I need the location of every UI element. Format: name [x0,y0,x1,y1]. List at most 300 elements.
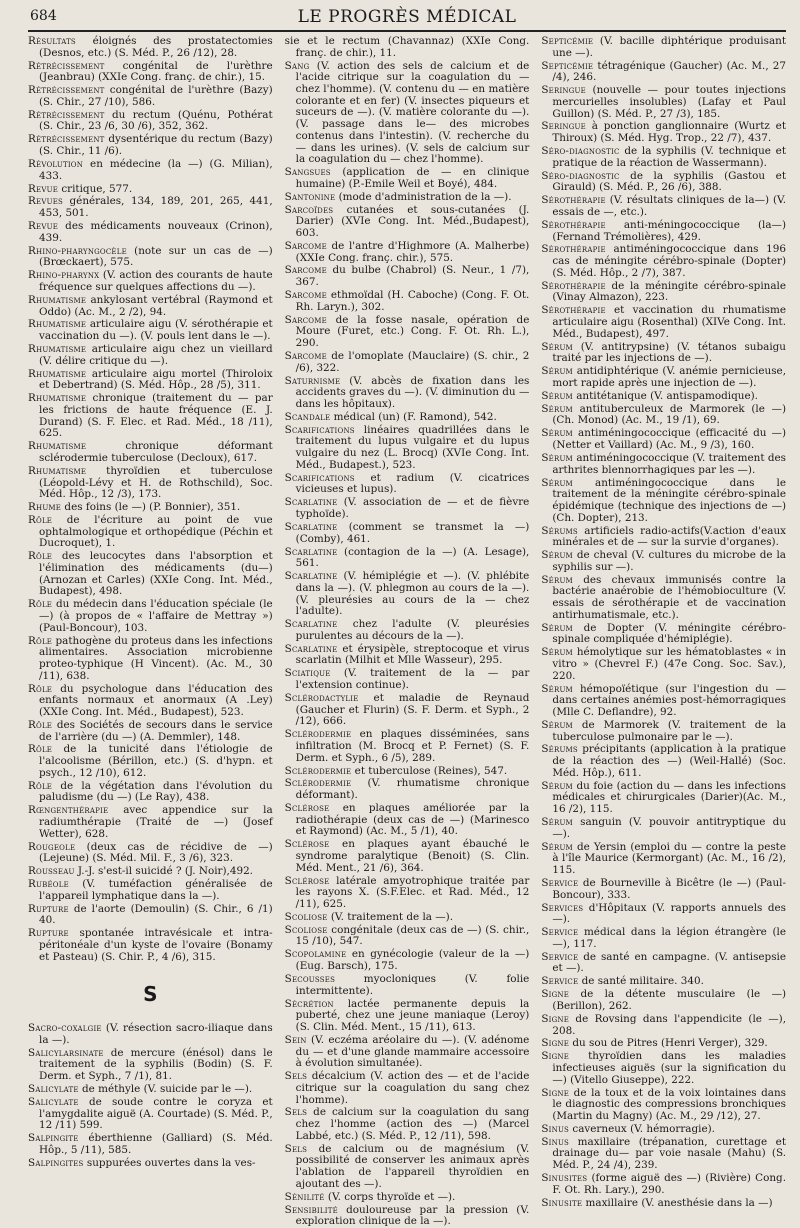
entry-text: sie et le rectum (Chavannaz) (XXIe Cong. franç. de chir.), 11. [284,35,530,59]
entry-heading: Scoliose [284,923,328,936]
entry-text: de méthyle (V. suicide par le —). [81,1083,253,1096]
section-letter: S [143,982,158,1007]
index-entry [285,315,530,350]
entry-text: douloureuse par la pression (V. exploration clinique de la —). [295,1203,530,1228]
entry-text: articulaire aigu mortel (Thiroloix et Debertrand) (S. Méd. Hôp., 28 /5), 311. [39,367,273,392]
index-entry [285,693,530,728]
entry-heading: Septicémie [541,59,594,72]
entry-text: (forme aiguë des —) (Rivière) Cong. F. Ot. Rh. Lary.), 290. [552,1172,787,1196]
entry-heading: Sérum [541,389,573,402]
entry-heading: Signe [541,988,570,1001]
entry-heading: Rœngenthérapie [28,804,109,817]
entry-text: de Rovsing dans l'appendicite (le —), 208. [552,1012,787,1037]
index-entry [28,184,273,196]
entry-text: de la tunicité dans l'étiologie de l'alcoolisme (Bérillon, etc.) (S. d'hypn. et psych., 12 /10), 612. [39,743,273,779]
entry-heading: Secousses [284,972,336,985]
entry-text: de Yersin (emploi du — contre la peste à l'île Maurice (Kermorgant) (Ac. M., 16 /2), 115. [552,840,787,877]
index-entry [28,393,273,440]
entry-heading: Rôle [28,682,53,695]
entry-text: du psychologue dans l'éducation des enfants normaux et anormaux (A .Ley) (XXIe Cong. Int. Méd., Budapest), 523. [39,682,273,718]
entry-heading: Revues [28,195,63,208]
entry-text: chez l'adulte (V. pleurésies purulentes au décours de la —). [295,618,530,642]
index-entry [541,305,786,340]
entry-heading: Sérothérapie [541,218,606,231]
entry-text: d'Hôpitaux (V. rapports annuels des —). [552,901,787,926]
entry-heading: Sérum [541,779,573,792]
entry-text: cutanées et sous-cutanées (J. Darier) (XVIe Cong. Int. Méd.,Budapest), 603. [295,203,530,239]
entry-text: du bulbe (Chabrol) (S. Neur., 1 /7), 367. [295,264,530,289]
index-entry [541,1051,786,1086]
entry-text: des foins (le —) (P. Bonnier), 351. [64,501,241,514]
index-entry [285,241,530,264]
entry-text: spontanée intravésicale et intra-péritonéale d'un kyste de l'ovaire (Bonamy et Pasteau) (S. Chir. P., 4 /6), 315. [39,927,273,963]
index-entry [28,196,273,219]
index-entry [285,522,530,545]
index-entry [28,636,273,683]
index-entry [541,366,786,389]
entry-text: de Marmorek (V. traitement de la tuberculose pulmonaire par le —). [552,718,787,743]
index-entry [285,192,530,204]
index-entry [285,1205,530,1228]
entry-heading: Scarlatine [284,496,338,509]
index-entry [28,551,273,598]
page-header [28,0,786,30]
entry-heading: Rhumatisme [28,318,87,331]
entry-text: antiméningococcique (V. traitement des arthrites blennorrhagiques par les —). [552,451,787,476]
index-entry [541,1088,786,1123]
entry-text: latérale amyotrophique traitée par les rayons X. (S.F.Elec. et Rad. Méd., 12 /11), 625. [295,874,530,910]
entry-heading: Rhino-pharynx [28,269,100,282]
index-entry [285,376,530,411]
entry-heading: Sérums [541,524,578,537]
entry-heading: Scoliose [284,910,328,923]
index-entry [541,121,786,144]
entry-heading: Séro-diagnostic [541,169,620,182]
entry-text: de la toux et de la voix lointaines dans le diagnostic des compressions bronchiques (Martin du Magny) (Ac. M., 29 /12), 27. [552,1086,787,1122]
index-entry [285,974,530,997]
entry-heading: Sclérose [284,838,330,851]
index-entry [285,412,530,424]
entry-heading: Sénilité [284,1190,325,1203]
index-entry [541,744,786,779]
index-entry [28,720,273,743]
entry-heading: Rupture [28,927,69,940]
entry-text: (note sur un cas de —) (Brœckaert), 575. [39,244,273,269]
index-entry [285,205,530,240]
entry-text: et érysipèle, streptocoque et virus scarlatin (Milhit et Mlle Wasseur), 295. [295,642,530,667]
entry-text: (V. tuméfaction généralisée de l'appareil lymphatique dans la —). [39,878,273,902]
entry-heading: Sarcome [284,239,327,252]
index-column-2 [284,35,530,1228]
entry-heading: Rhumatisme [28,343,87,356]
entry-heading: Sérum [541,402,573,415]
entry-text: (V. hémiplégie et —). (V. phlébite dans la —). (V. phlegmon au cours de la —). (V. pleurésies au cours de la — chez l'adulte). [295,570,530,618]
entry-heading: Signe [541,1037,570,1050]
index-entry [541,647,786,682]
entry-heading: Service [541,876,579,889]
entry-heading: Sangsues [284,166,331,179]
entry-heading: Scarlatine [284,618,338,631]
entry-heading: Rhumatisme [28,367,87,380]
index-entry [541,1124,786,1136]
entry-text: antiméningococcique dans 196 cas de méningite cérébro-spinale (Dopter) (S. Méd. Hôp., 2 /7), 387. [552,243,787,279]
entry-heading: Rôle [28,743,53,756]
index-entry [285,949,530,972]
entry-text: thyroïdien et tuberculose (Léopold-Lévy et H. de Rothschild), Soc. Méd. Hôp., 12 /3), 173. [39,464,273,501]
entry-text: de l'écriture au point de vue ophtalmologique et orthopédique (Péchin et Ducroquet), 1. [39,513,273,550]
entry-heading: Sarcoïdes [284,203,334,216]
entry-text: de mercure (énésol) dans le traitement de la syphilis (Bodin) (S. F. Derm. et Syph., 7 /1), 81. [39,1046,273,1083]
index-entry [541,146,786,169]
entry-text: (V. abcès de fixation dans les accidents graves du —). (V. diminution du — dans les hôpitaux). [295,374,530,410]
entry-text: articulaire aigu (V. sérothérapie et vaccination du —). (V. pouls lent dans le —). [39,318,273,343]
index-entry [28,159,273,182]
entry-heading: Signe [541,1086,570,1099]
entry-text: (V. rhumatisme chronique déformant). [295,777,530,802]
entry-heading: Rôle [28,598,53,611]
index-entry [285,571,530,618]
entry-text: précipitants (application à la pratique de la réaction des —) (Weil-Hallé) (Soc. Méd. Hôp.), 611. [552,743,787,779]
index-entry [28,1158,273,1170]
entry-text: caverneux (V. hémorragie). [572,1122,715,1135]
entry-heading: Rhumatisme [28,464,87,477]
entry-heading: Sclérose [284,874,330,887]
entry-text: de calcium ou de magnésium (V. possibilité de conserver les animaux après l'ablation de l'appareil thyroïdien en ajoutant des —). [295,1142,530,1190]
entry-text: (V. eczéma aréolaire du —). (V. adénome du — et d'une glande mammaire accessoire à évolution simultanée). [295,1033,530,1070]
entry-text: congénital de l'urèthre (Jeanbrau) (XXIe Cong. franç. de chir.), 15. [39,59,273,84]
index-entry [28,781,273,804]
entry-text: myocloniques (V. folie intermittente). [295,972,530,997]
index-entry [285,803,530,838]
entry-heading: Sclérodactylie [284,691,359,704]
entry-heading: Scarlatine [284,545,338,558]
entry-text: chronique (traitement du — par les frictions de haute fréquence (E. J. Durand) (S. F. Elec. et Rad. Méd., 18 /11), 625. [39,392,273,440]
entry-text: médical (un) (F. Ramond), 542. [333,410,497,423]
entry-heading: Service [541,950,579,963]
index-entry [28,295,273,318]
index-entry [541,36,786,59]
index-entry [28,85,273,108]
index-entry [541,342,786,365]
index-entry [285,1192,530,1204]
entry-heading: Rôle [28,513,53,526]
entry-text: et vaccination du rhumatisme articulaire aigu (Rosenthal) (XIVe Cong. Int. Méd., Budapest), 497. [552,304,787,340]
index-entry [541,404,786,427]
entry-heading: Révolution [28,157,84,170]
index-entry [541,1198,786,1210]
index-entry [541,85,786,120]
entry-heading: Scarlatine [284,570,338,583]
index-entry [541,391,786,403]
index-entry [541,817,786,840]
entry-text: de l'aorte (Demoulin) (S. Chir., 6 /1) 40. [39,902,273,927]
entry-text: des chevaux immunisés contre la bactérie anaérobie de l'hémobioculture (V. essais de sérothérapie et de vaccination antirhumatismale, etc.). [552,573,787,621]
index-entry [285,1071,530,1106]
entry-heading: Services [541,901,584,914]
entry-text: de soude contre le coryza et l'amygdalite aiguë (A. Courtade) (S. Méd. P., 12 /11) 599. [39,1095,273,1132]
entry-text: de la fosse nasale, opération de Moure (Furet, etc.) Cong. F. Ot. Rh. L.), 290. [295,313,530,350]
index-entry [541,976,786,988]
entry-text: des Sociétés de secours dans le service de l'arrière (du —) (A. Demmler), 148. [39,718,273,743]
entry-heading: Sécrétion [284,997,334,1010]
entry-heading: Signe [541,1012,570,1025]
index-entry [28,842,273,865]
entry-heading: Seringue [541,84,586,97]
index-entry [28,928,273,963]
index-entry [541,1173,786,1196]
entry-text: ethmoïdal (H. Caboche) (Cong. F. Ot. Rh. Laryn.), 302. [295,289,530,313]
entry-heading: Rhumatisme [28,440,87,453]
entry-text: de calcium sur la coagulation du sang chez l'homme (action des —) (Marcel Labbé, etc.) (S. Méd. P., 12 /11), 598. [295,1106,530,1142]
index-entry [541,550,786,573]
index-entry [541,623,786,646]
entry-text: (V. antitrypsine) (V. tétanos subaigu traité par les injections de —). [552,340,786,365]
entry-heading: Sels [284,1070,308,1083]
entry-heading: Sarcome [284,289,327,302]
entry-text: linéaires quadrillées dans le traitement du lupus vulgaire et du lupus vulgaire du nez (L. Brocq) (XVIe Cong. Int. Méd., Budapest.), 523. [295,423,530,471]
index-entry [285,778,530,801]
entry-text: suppurées ouvertes dans la ves- [86,1156,256,1169]
entry-text: (V. résection sacro-iliaque dans la —). [39,1022,273,1046]
entry-heading: Saturnisme [284,374,341,387]
entry-text: de l'omoplate (Mauclaire) (S. chir., 2 /6), 322. [295,349,530,374]
entry-heading: Sérum [541,816,573,829]
entry-heading: Sels [284,1106,308,1119]
index-entry [285,497,530,520]
index-entry [28,879,273,902]
index-entry [28,466,273,501]
index-entry [28,515,273,550]
entry-text: à ponction ganglionnaire (Wurtz et Thiroux) (S. Méd. Hyg. Trop., 22 /7), 437. [552,120,787,145]
entry-text: du sou de Pitres (Henri Verger), 329. [572,1037,768,1050]
index-entry [541,478,786,525]
entry-heading: Sclérose [284,801,330,814]
entry-text: du médecin dans l'éducation spéciale (le —) (à propos de « l'affaire de Mettray ») (Paul-Boncour), 103. [39,598,273,634]
entry-heading: Sinus [541,1135,570,1148]
index-entry [285,876,530,911]
index-entry [541,989,786,1012]
entry-text: (application de — en clinique humaine) (P.-Emile Weil et Boyé), 484. [295,166,530,190]
entry-text: médical dans la légion étrangère (le—), 117. [552,926,787,950]
entry-text: du foie (action du — dans les infections médicales et chirurgicales (Darier)(Ac. M., 16 /2), 115. [552,779,787,816]
entry-text: en plaques ayant ébauché le syndrome paralytique (Benoit) (S. Clin. Méd. Ment., 21 /6), 364. [295,838,530,874]
entry-heading: Rétrécissement [28,133,105,146]
index-entry [285,167,530,190]
index-entry [541,1137,786,1172]
entry-text: maxillaire (trépanation, curettage et drainage du— par voie nasale (Mahu) (S. Méd. P., 24 /4), 239. [552,1135,787,1172]
entry-text: critique, 577. [61,182,133,195]
entry-heading: Salpingite [28,1132,79,1145]
entry-heading: Service [541,975,579,988]
index-entry [285,265,530,288]
index-entry [285,925,530,948]
entry-text: pathogène du proteus dans les infections alimentaires. Association microbienne proteo-typhique (H Vincent). (Ac. M., 30 /11), 638. [39,634,273,682]
index-entry [28,1084,273,1096]
index-entry [285,912,530,924]
index-column-1 [28,35,273,1169]
entry-heading: Sérums [541,743,578,756]
index-entry [285,999,530,1034]
index-entry [285,619,530,642]
index-entry [28,1097,273,1132]
entry-heading: Sinusites [541,1172,588,1185]
entry-heading: Résultats [28,35,76,47]
entry-text: antiméningococcique (efficacité du —) (Netter et Vaillard) (Ac. M., 9 /3), 160. [552,427,787,452]
entry-text: et radium (V. cicatrices vicieuses et lupus). [295,471,530,496]
entry-text: J.-J. s'est-il suicidé ? (J. Noir),492. [77,865,253,878]
entry-text: antituberculeux de Marmorek (le —) (Ch. Monod) (Ac. M., 19 /1), 69. [552,402,786,427]
index-entry [28,599,273,634]
entry-text: avec appendice sur la radiumthérapie (Traité de —) (Josef Wetter), 628. [39,804,273,840]
index-entry [285,644,530,667]
index-entry [541,195,786,218]
entry-heading: Scarifications [284,471,355,484]
entry-text: éloignés des prostatectomies (Desnos, etc.) (S. Méd. P., 26 /12), 28. [39,35,273,59]
entry-heading: Rhumatisme [28,392,87,405]
entry-heading: Service [541,926,579,939]
index-entry [285,547,530,570]
index-entry [28,1133,273,1156]
entry-text: de la syphilis (V. technique et pratique de la réaction de Wassermann). [552,145,787,169]
entry-heading: Sarcome [284,264,327,277]
entry-heading: Sclérodermie [284,777,352,790]
entry-heading: Sérum [541,340,573,353]
entry-heading: Rôle [28,550,53,563]
entry-heading: Sacro-coxalgie [28,1022,102,1035]
entry-text: des leucocytes dans l'absorption et l'élimination des médicaments (du—) (Arnozan et Carles) (XXIe Cong. Int. Méd., Budapest), 498. [39,550,273,598]
index-entry [28,344,273,367]
entry-text: hémopoïétique (sur l'ingestion du — dans certaines anémies post-hémorragiques (Mlle C. Deflandre), 92. [552,682,787,718]
index-entry [28,805,273,840]
entry-heading: Rhino-pharyngocèle [28,244,127,257]
entry-text: de la détente musculaire (le —) (Berillon), 262. [552,988,787,1012]
index-entry [28,684,273,719]
entry-text: (comment se transmet la —) (Comby), 461. [295,520,530,545]
index-entry [285,839,530,874]
entry-text: artificiels radio-actifs(V.action d'eaux minérales et de — sur la survie d'organes). [552,524,787,549]
entry-heading: Rougeole [28,840,76,853]
entry-text: (V. résultats cliniques de la—) (V. essais de —, etc.). [552,194,787,218]
index-entry [541,61,786,84]
entry-heading: Sérothérapie [541,194,606,207]
entry-text: congénital de l'urèthre (Bazy) (S. Chir., 27 /10), 586. [39,84,273,108]
entry-heading: Rétrécissement [28,108,105,121]
index-entry [28,441,273,464]
entry-heading: Sérum [541,840,573,853]
index-entry [541,781,786,816]
entry-text: hémolytique sur les hématoblastes « in vitro » (Chevrel F.) (47e Cong. Soc. Sav.), 220. [552,646,787,682]
entry-text: de la végétation dans l'évolution du paludisme (du —) (Le Ray), 438. [39,779,273,804]
entry-text: lactée permanente depuis la puberté, chez une jeune maniaque (Leroy) (S. Clin. Méd. Ment., 15 /11), 613. [295,997,530,1033]
entry-text: (V. association de — et de fièvre typhoïde). [295,496,530,521]
entry-heading: Scarlatine [284,520,338,533]
entry-heading: Seringue [541,120,586,133]
header-rule [28,30,786,32]
index-entry [541,244,786,279]
entry-heading: Sciatique [284,667,331,680]
index-entry [28,1023,273,1046]
index-entry [541,878,786,901]
index-entry [285,290,530,313]
index-entry [285,668,530,691]
entry-heading: Salicylate [28,1083,79,1096]
entry-text: en plaques améliorée par la radiothérapie (deux cas de —) (Marinesco et Raymond) (Ac. M., 5 /1), 40. [295,801,530,838]
entry-text: de la syphilis (Gastou et Girauld) (S. Méd. P., 26 /6), 388. [552,169,787,194]
entry-heading: Sarcome [284,349,327,362]
entry-text: tétragénique (Gaucher) (Ac. M., 27 /4), 246. [552,59,787,84]
index-entry [541,720,786,743]
entry-heading: Rupture [28,902,69,915]
entry-text: du rectum (Quénu, Pothérat (S. Chir., 23 /6, 30 /6), 352, 362. [39,108,273,133]
index-entry [285,1107,530,1142]
entry-text: sanguin (V. pouvoir antitryptique du —). [552,816,787,840]
index-entry [541,428,786,451]
entry-text: (nouvelle — pour toutes injections mercurielles insolubles) (Lafay et Paul Guillon) (S. Méd. P., 27 /3), 185. [552,84,787,120]
entry-heading: Sclérodermie [284,728,352,741]
index-entry [28,502,273,514]
entry-heading: Séro-diagnostic [541,145,620,158]
entry-text: des médicaments nouveaux (Crinon), 439. [39,220,273,244]
index-entry [541,842,786,877]
entry-text: (V. bacille diphtérique produisant une —). [552,35,787,59]
entry-text: thyroïdien dans les maladies infectieuses aiguës (sur la signification du —) (Vitello Giuseppe), 222. [552,1050,787,1086]
index-entry [28,866,273,878]
entry-heading: Scarifications [284,423,355,436]
entry-heading: Sérum [541,427,573,440]
entry-heading: Rétrécissement [28,59,105,72]
index-entry [541,903,786,926]
entry-heading: Scandale [284,410,331,423]
entry-text: de cheval (V. cultures du microbe de la syphilis sur —). [552,549,787,573]
entry-heading: Signe [541,1050,570,1063]
index-entry [285,36,530,59]
entry-heading: Salpingites [28,1156,84,1169]
entry-text: maxillaire (V. anesthésie dans la —) [585,1196,773,1209]
entry-heading: Rousseau [28,865,75,878]
entry-text: et tuberculose (Reines), 547. [354,764,508,777]
index-entry [285,1035,530,1070]
index-entry [28,270,273,293]
entry-heading: Rétrécissement [28,84,105,97]
entry-heading: Scarlatine [284,642,338,655]
entry-text: de Dopter (V. méningite cérébro-spinale compliquée d'hémiplégie). [552,621,787,646]
entry-text: décalcium (V. action des — et de l'acide citrique sur la coagulation du sang chez l'homme). [295,1070,530,1106]
index-entry [285,473,530,496]
index-entry [28,319,273,342]
entry-heading: Sensibilité [284,1203,338,1216]
entry-text: de Bourneville à Bicêtre (le —) (Paul-Boncour), 333. [552,876,787,901]
entry-text: en plaques disséminées, sans infiltration (M. Brocq et P. Fernet) (S. F. Derm. et Syph., 6 /5), 289. [295,728,530,764]
index-entry [541,684,786,719]
entry-heading: Sérum [541,476,573,489]
entry-heading: Rhume [28,501,62,514]
index-entry [28,61,273,84]
index-entry [28,904,273,927]
index-entry [28,744,273,779]
entry-text: antiméningococcique dans le traitement de la méningite cérébro-spinale épidémique (technique des injections de —) (Ch. Dopter), 213. [552,476,787,524]
entry-heading: Sérum [541,573,573,586]
entry-heading: Sinus [541,1122,570,1135]
entry-heading: Sérothérapie [541,243,606,256]
entry-heading: Sein [284,1033,307,1046]
entry-text: (mode d'administration de la —). [338,190,512,203]
entry-heading: Sérum [541,621,573,634]
entry-heading: Sérum [541,646,573,659]
entry-heading: Sarcome [284,313,327,326]
index-entry [28,246,273,269]
entry-text: générales, 134, 189, 201, 265, 441, 453, 501. [39,195,273,220]
entry-text: anti-méningococcique (la—) (Fernand Trémolières), 429. [552,218,786,243]
